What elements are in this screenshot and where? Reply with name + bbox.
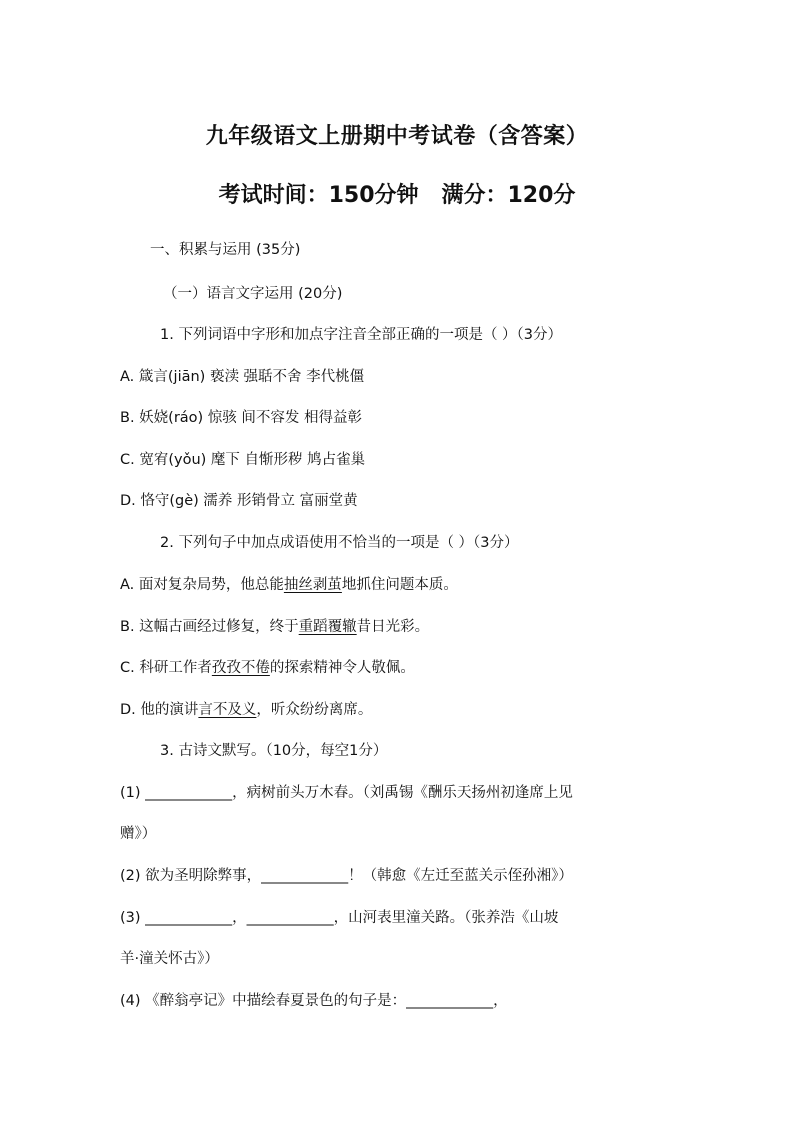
question-3-stem: 3. 古诗文默写。（10分，每空1分） [160, 743, 388, 759]
underlined-idiom: 孜孜不倦 [211, 660, 270, 676]
question-2-option-b [120, 617, 429, 637]
question-2-option-d [120, 700, 372, 720]
question-3-part-3: (3) ____________，____________，山河表里潼关路。（张养浩《山坡 [120, 910, 559, 926]
option-text: 的探索精神令人敬佩。 [269, 660, 415, 676]
option-text: 昔日光彩。 [356, 619, 430, 635]
question-2-option-c [120, 658, 415, 678]
underlined-idiom: 言不及义 [198, 702, 257, 718]
underlined-idiom: 重蹈覆辙 [298, 619, 357, 635]
question-3-part-3-cont: 羊·潼关怀古》） [120, 951, 219, 967]
question-2-option-a [120, 575, 458, 595]
question-3-part-4: (4) 《醉翁亭记》中描绘春夏景色的句子是：____________， [120, 993, 508, 1009]
subsection-heading: （一）语言文字运用 (20分) [163, 286, 343, 302]
option-text: B. 这幅古画经过修复，终于 [120, 619, 299, 635]
option-text: C. 科研工作者 [120, 660, 212, 676]
question-3-part-2: (2) 欲为圣明除弊事，____________！（韩愈《左迁至蓝关示侄孙湘》） [120, 868, 573, 884]
option-text: A. 面对复杂局势，他总能 [120, 577, 284, 593]
option-text: 地抓住问题本质。 [341, 577, 458, 593]
question-3-part-1-cont: 赠》） [120, 826, 157, 842]
question-1-option-d: D. 恪守(gè) 濡养 形销骨立 富丽堂黄 [120, 493, 358, 509]
question-3-part-1: (1) ____________，病树前头万木春。（刘禹锡《酬乐天扬州初逢席上见 [120, 785, 573, 801]
question-1-option-b: B. 妖娆(ráo) 惊骇 间不容发 相得益彰 [120, 410, 363, 426]
exam-info: 考试时间：150分钟 满分：120分 [218, 183, 576, 208]
page-title: 九年级语文上册期中考试卷（含答案） [205, 124, 589, 149]
question-1-stem: 1. 下列词语中字形和加点字注音全部正确的一项是（ ）（3分） [160, 327, 563, 343]
underlined-idiom: 抽丝剥茧 [283, 577, 342, 593]
option-text: D. 他的演讲 [120, 702, 199, 718]
section-heading: 一、积累与运用 (35分) [150, 242, 301, 258]
question-1-option-c: C. 宽宥(yǒu) 麾下 自惭形秽 鸠占雀巢 [120, 452, 366, 468]
option-text: ，听众纷纷离席。 [256, 702, 373, 718]
question-1-option-a: A. 箴言(jiān) 亵渎 强聒不舍 李代桃僵 [120, 369, 365, 385]
question-2-stem: 2. 下列句子中加点成语使用不恰当的一项是（ ）（3分） [160, 535, 519, 551]
